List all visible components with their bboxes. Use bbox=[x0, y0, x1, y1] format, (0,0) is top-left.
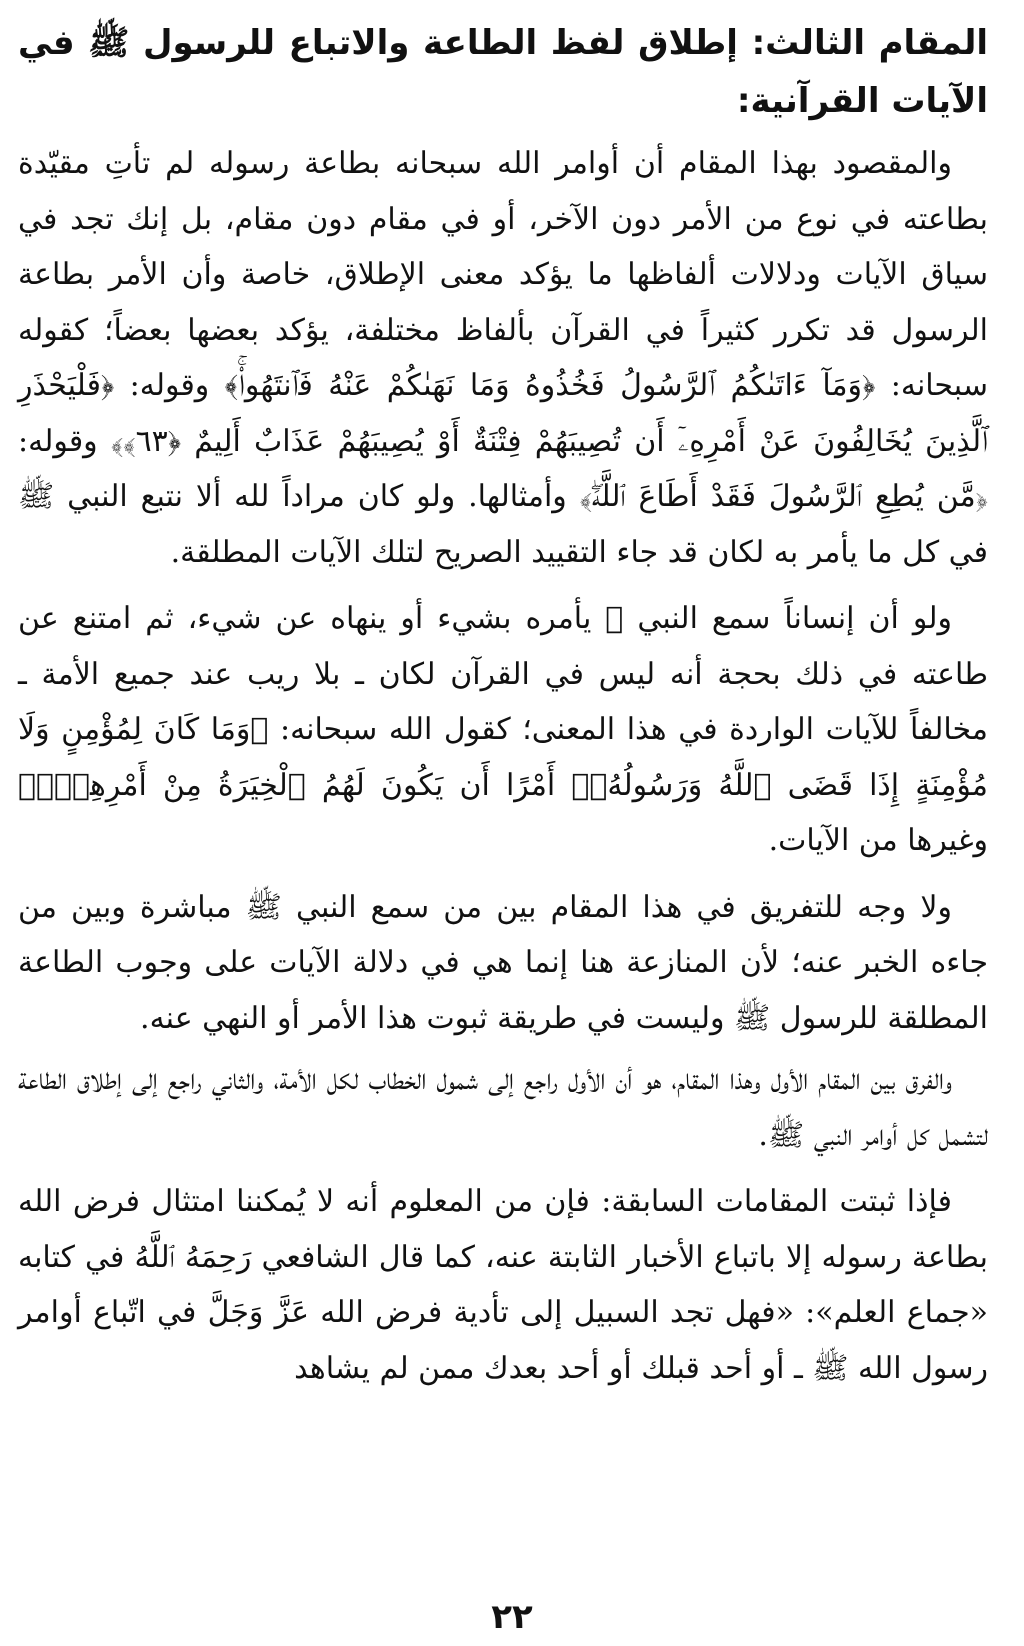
paragraph-1: والمقصود بهذا المقام أن أوامر الله سبحانه بطاعة رسوله لم تأتِ مقيّدة بطاعته في نوع من الأمر دون الآخر، أو في مقام دون مقام، بل إنك تجد في سياق الآيات ودلالات ألفاظها ما يؤكد معنى الإطلاق، خاصة وأن الأمر بطاعة الرسول قد تكرر كثيراً في القرآن بألفاظ مختلفة، يؤكد بعضها بعضاً؛ كقوله سبحانه: ﴿وَمَآ ءَاتَىٰكُمُ ٱلرَّسُولُ فَخُذُوهُ وَمَا نَهَىٰكُمْ عَنْهُ فَٱنتَهُوا۟ۚ﴾ وقوله: ﴿فَلْيَحْذَرِ ٱلَّذِينَ يُخَالِفُونَ عَنْ أَمْرِهِۦٓ أَن تُصِيبَهُمْ فِتْنَةٌ أَوْ يُصِيبَهُمْ عَذَابٌ أَلِيمٌ ﴿٦٣﴾﴾ وقوله: ﴿مَّن يُطِعِ ٱلرَّسُولَ فَقَدْ أَطَاعَ ٱللَّهَۖ﴾ وأمثالها. ولو كان مراداً لله ألا نتبع النبي ﷺ في كل ما يأمر به لكان قد جاء التقييد الصريح لتلك الآيات المطلقة. bbox=[18, 146, 988, 570]
paragraph-4: والفرق بين المقام الأول وهذا المقام، هو أن الأول راجع إلى شمول الخطاب لكل الأمة، والثاني راجع إلى إطلاق الطاعة لتشمل كل أوامر النبي ﷺ. bbox=[18, 1062, 988, 1153]
page-number: ٢٢ bbox=[491, 1597, 533, 1637]
paragraph-2: ولو أن إنساناً سمع النبي ﷺ يأمره بشيء أو ينهاه عن شيء، ثم امتنع عن طاعته في ذلك بحجة أنه ليس في القرآن لكان ـ بلا ريب عند جميع الأمة ـ مخالفاً للآيات الواردة في هذا المعنى؛ كقول الله سبحانه: ﴿وَمَا كَانَ لِمُؤْمِنٍ وَلَا مُؤْمِنَةٍ إِذَا قَضَى ٱللَّهُ وَرَسُولُهُۥٓ أَمْرًا أَن يَكُونَ لَهُمُ ٱلْخِيَرَةُ مِنْ أَمْرِهِمْۗ﴾ وغيرها من الآيات. bbox=[18, 601, 988, 858]
paragraph-5: فإذا ثبتت المقامات السابقة: فإن من المعلوم أنه لا يُمكننا امتثال فرض الله بطاعة رسوله إلا باتباع الأخبار الثابتة عنه، كما قال الشافعي رَحِمَهُ ٱللَّهُ في كتابه «جماع العلم»: «فهل تجد السبيل إلى تأدية فرض الله عَزَّ وَجَلَّ في اتّباع أوامر رسول الله ﷺ ـ أو أحد قبلك أو أحد بعدك ممن لم يشاهد bbox=[18, 1184, 988, 1386]
paragraph-3: ولا وجه للتفريق في هذا المقام بين من سمع النبي ﷺ مباشرة وبين من جاءه الخبر عنه؛ لأن المنازعة هنا إنما هي في دلالة الآيات على وجوب الطاعة المطلقة للرسول ﷺ وليست في طريقة ثبوت هذا الأمر أو النهي عنه. bbox=[18, 889, 988, 1036]
book-page bbox=[18, 14, 988, 1407]
section-heading: المقام الثالث: إطلاق لفظ الطاعة والاتباع للرسول ﷺ في الآيات القرآنية: bbox=[18, 23, 988, 121]
